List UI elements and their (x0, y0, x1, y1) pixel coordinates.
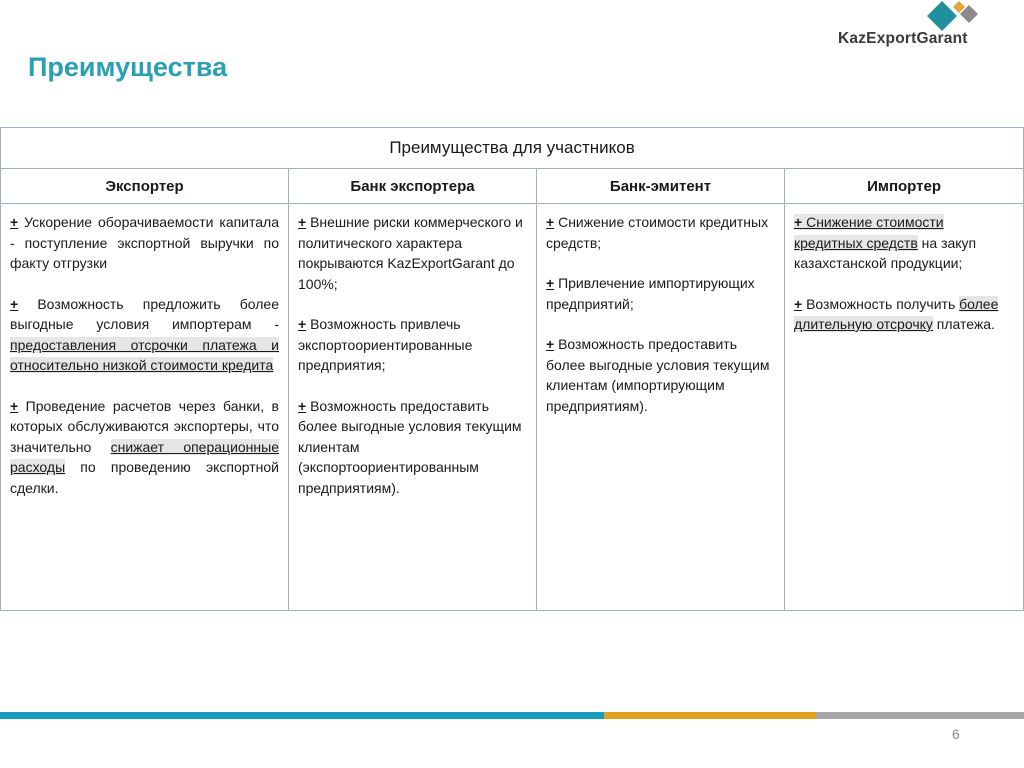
benefit-highlight: более длительную отсрочку (794, 295, 999, 332)
exporter-bank-benefit-2 (298, 314, 527, 376)
benefit-text: Привлечение импортирующих предприятий; (546, 275, 755, 312)
benefit-text: Возможность предоставить более выгодные условия текущим клиентам (импортирующим предприятиям). (546, 336, 770, 414)
benefit-highlight: снижает операционные расходы (10, 438, 279, 475)
benefit-text: платежа. (932, 316, 995, 332)
plus-icon: + (298, 397, 307, 414)
logo-text: KazExportGarant (838, 30, 968, 47)
table-header: Преимущества для участников (1, 128, 1024, 169)
column-header-importer: Импортер (785, 169, 1024, 204)
exporter-cell (1, 204, 289, 611)
issuing-bank-cell (537, 204, 785, 611)
exporter-benefit-3 (10, 396, 279, 499)
page-number: 6 (952, 726, 960, 742)
column-header-exporter: Экспортер (1, 169, 289, 204)
plus-icon: + (546, 214, 555, 230)
exporter-bank-benefit-3 (298, 396, 527, 499)
importer-benefit-2 (794, 294, 1014, 335)
plus-icon: + (298, 214, 307, 230)
page-title: Преимущества (28, 52, 228, 82)
benefit-text: по проведению экспортной сделки. (10, 459, 279, 496)
plus-icon: + (10, 397, 19, 414)
footer-bar-gold (604, 712, 816, 719)
benefit-text: на закуп казахстанской продукции; (794, 234, 977, 271)
footer-bar-grey (816, 712, 1024, 719)
benefit-text: Ускорение оборачиваемости капитала - поступление экспортной выручки по факту отгрузки (10, 214, 279, 271)
exporter-bank-cell (289, 204, 537, 611)
logo-diamond-icon (924, 0, 980, 34)
plus-icon: + (298, 316, 307, 332)
column-header-exporter-bank: Банк экспортера (289, 169, 537, 204)
benefit-text: Проведение расчетов через банки, в которых обслуживаются экспортеры, что значительно (10, 397, 279, 455)
plus-icon: + (546, 275, 555, 291)
benefit-text: Возможность привлечь экспортоориентированные предприятия; (298, 316, 473, 373)
company-logo (838, 0, 978, 50)
footer-bar-blue (0, 712, 604, 719)
plus-icon: + (546, 336, 555, 352)
importer-benefit-1 (794, 212, 1014, 274)
plus-icon: + (10, 214, 19, 230)
benefit-text: Внешние риски коммерческого и политического характера покрываются KazExportGarant до 100%; (298, 214, 523, 292)
issuing-bank-benefit-3 (546, 334, 775, 416)
benefit-highlight: Снижение стоимости кредитных средств (794, 214, 944, 251)
advantages-table (0, 127, 1024, 611)
importer-cell (785, 204, 1024, 611)
benefit-text: Возможность предоставить более выгодные условия текущим клиентам (экспортоориентированным предприятиям). (298, 397, 522, 496)
benefit-text: Возможность предложить более выгодные условия импортерам - (10, 295, 279, 332)
exporter-benefit-1 (10, 212, 279, 274)
benefit-text: Возможность получить (802, 295, 960, 312)
issuing-bank-benefit-1 (546, 212, 775, 253)
issuing-bank-benefit-2 (546, 273, 775, 314)
plus-icon: + (10, 295, 19, 312)
benefit-text: Снижение стоимости кредитных средств; (546, 214, 769, 251)
exporter-bank-benefit-1 (298, 212, 527, 294)
plus-icon: + (794, 295, 803, 312)
column-header-issuing-bank: Банк-эмитент (537, 169, 785, 204)
benefit-highlight: предоставления отсрочки платежа и относительно низкой стоимости кредита (10, 336, 279, 373)
exporter-benefit-2 (10, 294, 279, 376)
plus-icon: + (794, 214, 803, 230)
